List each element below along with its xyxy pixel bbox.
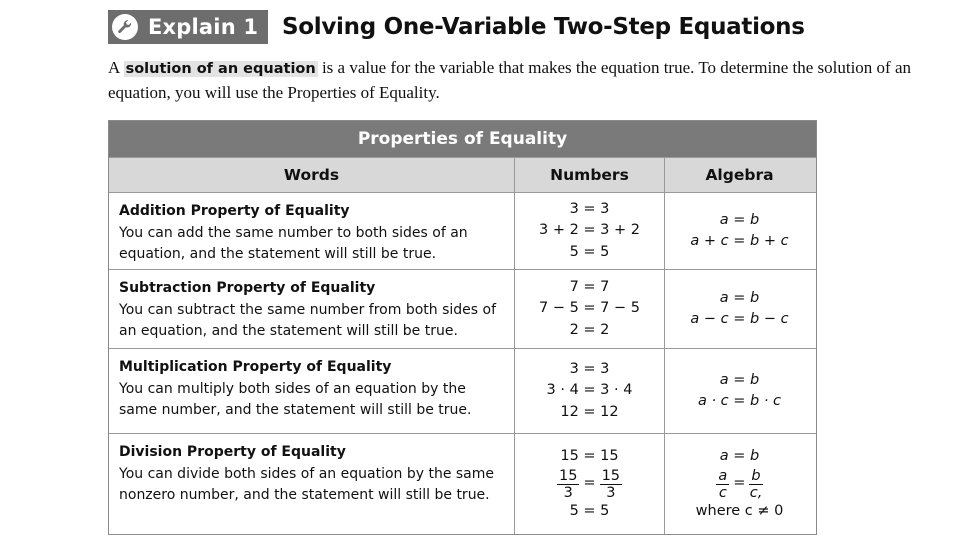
property-description: You can add the same number to both sides of an equation, and the statement will still be true. (119, 224, 468, 262)
algebra-line: a − c = b − c (690, 311, 789, 327)
badge-label: Explain 1 (148, 15, 259, 39)
section-header (108, 10, 805, 44)
explain-badge (108, 10, 268, 44)
numbers-line: 2 = 2 (569, 321, 610, 338)
algebra-line: a · c = b · c (697, 393, 782, 409)
table-row (109, 192, 816, 269)
numbers-cell (515, 193, 665, 269)
words-cell (109, 349, 515, 433)
properties-table (108, 120, 817, 535)
words-cell (109, 270, 515, 348)
table-row (109, 348, 816, 433)
algebra-line: a = b (719, 211, 760, 228)
numbers-line: 7 − 5 = 7 − 5 (538, 300, 640, 317)
denominator: 3 (606, 484, 616, 501)
fraction (600, 468, 622, 501)
denominator: 3 (563, 484, 573, 501)
numbers-line: 15 = 15 (560, 448, 619, 464)
fraction (716, 468, 729, 501)
intro-suffix: is a value for the variable that makes the equation true. To determine the solution of an equation, you will use the Properties of Equality. (108, 58, 912, 102)
algebra-cell (665, 193, 814, 269)
table-row (109, 269, 816, 348)
numbers-line: 12 = 12 (560, 403, 619, 420)
numbers-line: 7 = 7 (569, 278, 610, 295)
wrench-icon (112, 14, 138, 40)
numerator: 15 (558, 467, 578, 484)
denominator: c (718, 484, 727, 501)
algebra-cell (665, 270, 814, 348)
column-header-numbers: Numbers (515, 158, 665, 192)
page-title: Solving One-Variable Two-Step Equations (282, 14, 805, 40)
fraction-equation (716, 468, 762, 501)
property-name: Multiplication Property of Equality (119, 359, 392, 375)
property-name: Addition Property of Equality (119, 203, 350, 219)
numbers-cell (515, 270, 665, 348)
numbers-line: 3 + 2 = 3 + 2 (538, 222, 640, 239)
column-header-algebra: Algebra (705, 166, 774, 184)
algebra-line: a = b (719, 448, 760, 464)
denominator: c, (749, 484, 763, 501)
intro-prefix: A (108, 58, 124, 77)
property-description: You can subtract the same number from both sides of an equation, and the statement will still be true. (119, 301, 497, 339)
numbers-line: 3 = 3 (569, 360, 610, 377)
intro-paragraph (108, 56, 938, 104)
words-cell (109, 193, 515, 269)
algebra-line: a + c = b + c (690, 233, 789, 249)
table-title: Properties of Equality (109, 121, 816, 157)
algebra-cell (665, 349, 814, 433)
numerator: b (751, 467, 761, 484)
numbers-cell (515, 434, 665, 534)
algebra-condition: where c ≠ 0 (695, 502, 784, 519)
numbers-line: 5 = 5 (569, 243, 610, 260)
words-cell (109, 434, 515, 534)
column-header-words: Words (109, 158, 515, 192)
fraction (557, 468, 579, 501)
table-header-row (109, 157, 816, 192)
property-name: Division Property of Equality (119, 444, 346, 460)
fraction (749, 468, 762, 501)
numbers-cell (515, 349, 665, 433)
algebra-line: a = b (719, 289, 760, 306)
numbers-line: 3 = 3 (569, 200, 610, 217)
numbers-line: 3 · 4 = 3 · 4 (546, 382, 633, 399)
fraction-equation (557, 468, 622, 501)
numerator: 15 (601, 467, 621, 484)
equals-sign: = (583, 475, 596, 492)
property-description: You can divide both sides of an equation by the same nonzero number, and the statement will still be true. (119, 465, 495, 503)
numbers-line: 5 = 5 (569, 502, 610, 519)
algebra-line: a = b (719, 371, 760, 388)
key-term: solution of an equation (125, 61, 316, 77)
algebra-cell (665, 434, 814, 534)
property-name: Subtraction Property of Equality (119, 280, 376, 296)
equals-sign: = (733, 475, 746, 492)
table-row (109, 433, 816, 534)
property-description: You can multiply both sides of an equation by the same number, and the statement will still be true. (119, 380, 472, 418)
numerator: a (718, 467, 728, 484)
